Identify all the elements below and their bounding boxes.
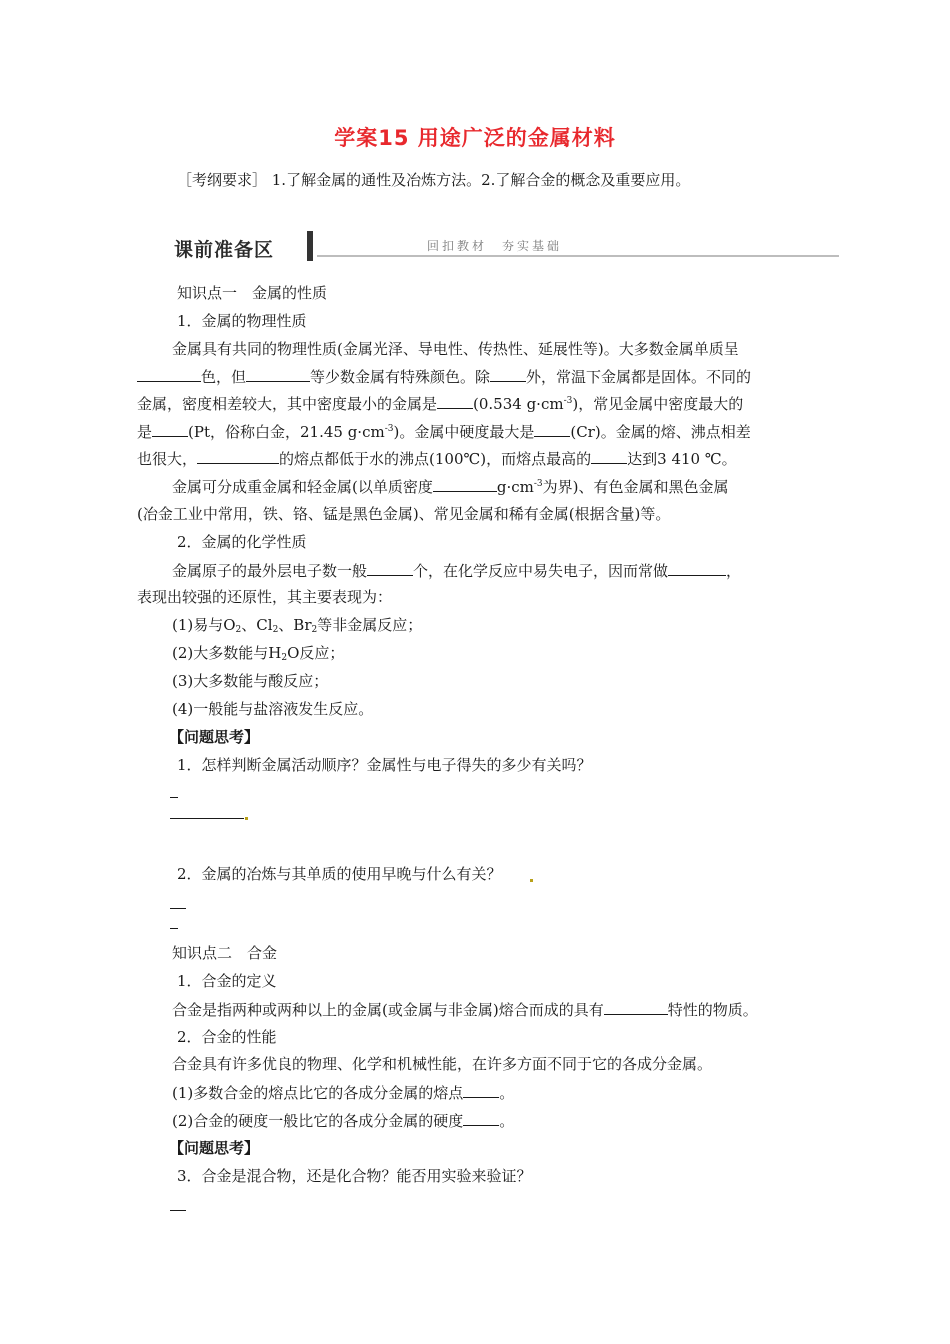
text: (2)大多数能与H xyxy=(172,644,282,662)
text: (Cr)。金属的熔、沸点相差 xyxy=(570,423,751,441)
k2-s1: 1．合金的定义 xyxy=(177,972,277,990)
text: (0.534 g·cm xyxy=(473,395,564,413)
answer-mark xyxy=(170,797,178,798)
k1-item1 xyxy=(172,615,422,635)
subscript: 2 xyxy=(235,625,242,635)
banner-bar xyxy=(307,231,313,261)
k1-p2 xyxy=(172,476,729,497)
blank[interactable] xyxy=(668,560,726,576)
text: 为界)、有色金属和黑色金属 xyxy=(542,478,729,496)
text: 个，在化学反应中易失电子，因而常做 xyxy=(413,562,669,580)
text: 外，常温下金属都是固体。不同的 xyxy=(526,368,752,386)
text: 。 xyxy=(499,1112,515,1130)
k1-item2 xyxy=(172,643,344,663)
section-banner xyxy=(172,231,839,265)
text: 金属，密度相差较大，其中密度最小的金属是 xyxy=(137,395,438,413)
question-2: 2．金属的冶炼与其单质的使用早晚与什么有关？ xyxy=(177,865,502,883)
answer-line[interactable] xyxy=(170,818,244,819)
text: 等少数金属有特殊颜色。除 xyxy=(310,368,491,386)
blank[interactable] xyxy=(604,999,668,1015)
k1-p1c xyxy=(137,393,743,414)
blank[interactable] xyxy=(367,560,413,576)
dot-mark xyxy=(245,817,248,820)
blank[interactable] xyxy=(534,421,570,437)
exam-requirements: ［考纲要求］ 1.了解金属的通性及冶炼方法。2.了解合金的概念及重要应用。 xyxy=(177,171,691,189)
text: (2)合金的硬度一般比它的各成分金属的硬度 xyxy=(172,1112,464,1130)
text: 等非金属反应； xyxy=(317,616,423,634)
superscript: -3 xyxy=(533,479,543,489)
text: (1)易与O xyxy=(172,616,236,634)
answer-line[interactable] xyxy=(170,1210,186,1211)
blank[interactable] xyxy=(152,421,188,437)
text: 金属可分成重金属和轻金属(以单质密度 xyxy=(172,478,433,496)
text: 、Cl xyxy=(241,616,273,634)
text: 合金是指两种或两种以上的金属(或金属与非金属)熔合而成的具有 xyxy=(172,1001,604,1019)
k2-question-heading: 【问题思考】 xyxy=(169,1139,260,1157)
blank[interactable] xyxy=(437,393,473,409)
text: ， xyxy=(726,562,742,580)
text: (1)多数合金的熔点比它的各成分金属的熔点 xyxy=(172,1084,464,1102)
k1-p1a: 金属具有共同的物理性质(金属光泽、导电性、传热性、延展性等)。大多数金属单质呈 xyxy=(172,340,739,358)
k1-s2: 2．金属的化学性质 xyxy=(177,533,307,551)
k2-p2: 合金具有许多优良的物理、化学和机械性能，在许多方面不同于它的各成分金属。 xyxy=(172,1055,713,1073)
k2-item1 xyxy=(172,1082,514,1103)
k1-question-heading: 【问题思考】 xyxy=(169,728,260,746)
text: 特性的物质。 xyxy=(667,1001,758,1019)
blank[interactable] xyxy=(463,1082,499,1098)
subscript: 2 xyxy=(272,625,279,635)
text: O反应； xyxy=(287,644,345,662)
k1-s1: 1．金属的物理性质 xyxy=(177,312,307,330)
blank[interactable] xyxy=(137,366,201,382)
text: )。金属中硬度最大是 xyxy=(393,423,535,441)
k1-p1e xyxy=(137,448,737,469)
k1-p2d: (冶金工业中常用，铁、铬、锰是黑色金属)、常见金属和稀有金属(根据含量)等。 xyxy=(137,505,671,523)
k1-item3: (3)大多数能与酸反应； xyxy=(172,672,329,690)
blank[interactable] xyxy=(463,1110,499,1126)
superscript: -3 xyxy=(384,424,394,434)
k2-heading: 知识点二 合金 xyxy=(172,944,278,962)
k1-p3 xyxy=(172,560,741,581)
answer-line[interactable] xyxy=(170,908,186,909)
k1-p3d: 表现出较强的还原性，其主要表现为： xyxy=(137,588,393,606)
text: 金属原子的最外层电子数一般 xyxy=(172,562,368,580)
subscript: 2 xyxy=(311,625,318,635)
text: 色，但 xyxy=(201,368,247,386)
blank[interactable] xyxy=(197,448,279,464)
text: 。 xyxy=(499,1084,515,1102)
text: 达到3 410 ℃。 xyxy=(627,450,737,468)
k1-p1d xyxy=(137,421,751,442)
question-3: 3．合金是混合物，还是化合物？能否用实验来验证？ xyxy=(177,1167,532,1185)
blank[interactable] xyxy=(246,366,310,382)
page-title: 学案15 用途广泛的金属材料 xyxy=(334,126,616,150)
dot-mark xyxy=(530,879,533,882)
text: g·cm xyxy=(496,478,534,496)
k2-s2: 2．合金的性能 xyxy=(177,1028,277,1046)
banner-title: 课前准备区 xyxy=(174,239,275,261)
text: 的熔点都低于水的沸点(100℃)，而熔点最高的 xyxy=(279,450,592,468)
k1-p1b xyxy=(137,366,751,387)
text: 是 xyxy=(137,423,153,441)
text: 、Br xyxy=(278,616,312,634)
text: )，常见金属中密度最大的 xyxy=(572,395,744,413)
blank[interactable] xyxy=(490,366,526,382)
k1-heading: 知识点一 金属的性质 xyxy=(177,284,328,302)
k2-p1 xyxy=(172,999,758,1020)
subscript: 2 xyxy=(281,653,288,663)
k2-item2 xyxy=(172,1110,514,1131)
answer-mark xyxy=(170,928,178,929)
question-1: 1．怎样判断金属活动顺序？金属性与电子得失的多少有关吗？ xyxy=(177,756,592,774)
banner-line xyxy=(317,255,839,257)
k1-item4: (4)一般能与盐溶液发生反应。 xyxy=(172,700,374,718)
blank[interactable] xyxy=(433,476,497,492)
text: 也很大， xyxy=(137,450,198,468)
text: (Pt，俗称白金，21.45 g·cm xyxy=(188,423,385,441)
banner-subtitle: 回扣教材 夯实基础 xyxy=(427,239,563,253)
superscript: -3 xyxy=(563,396,573,406)
blank[interactable] xyxy=(591,448,627,464)
